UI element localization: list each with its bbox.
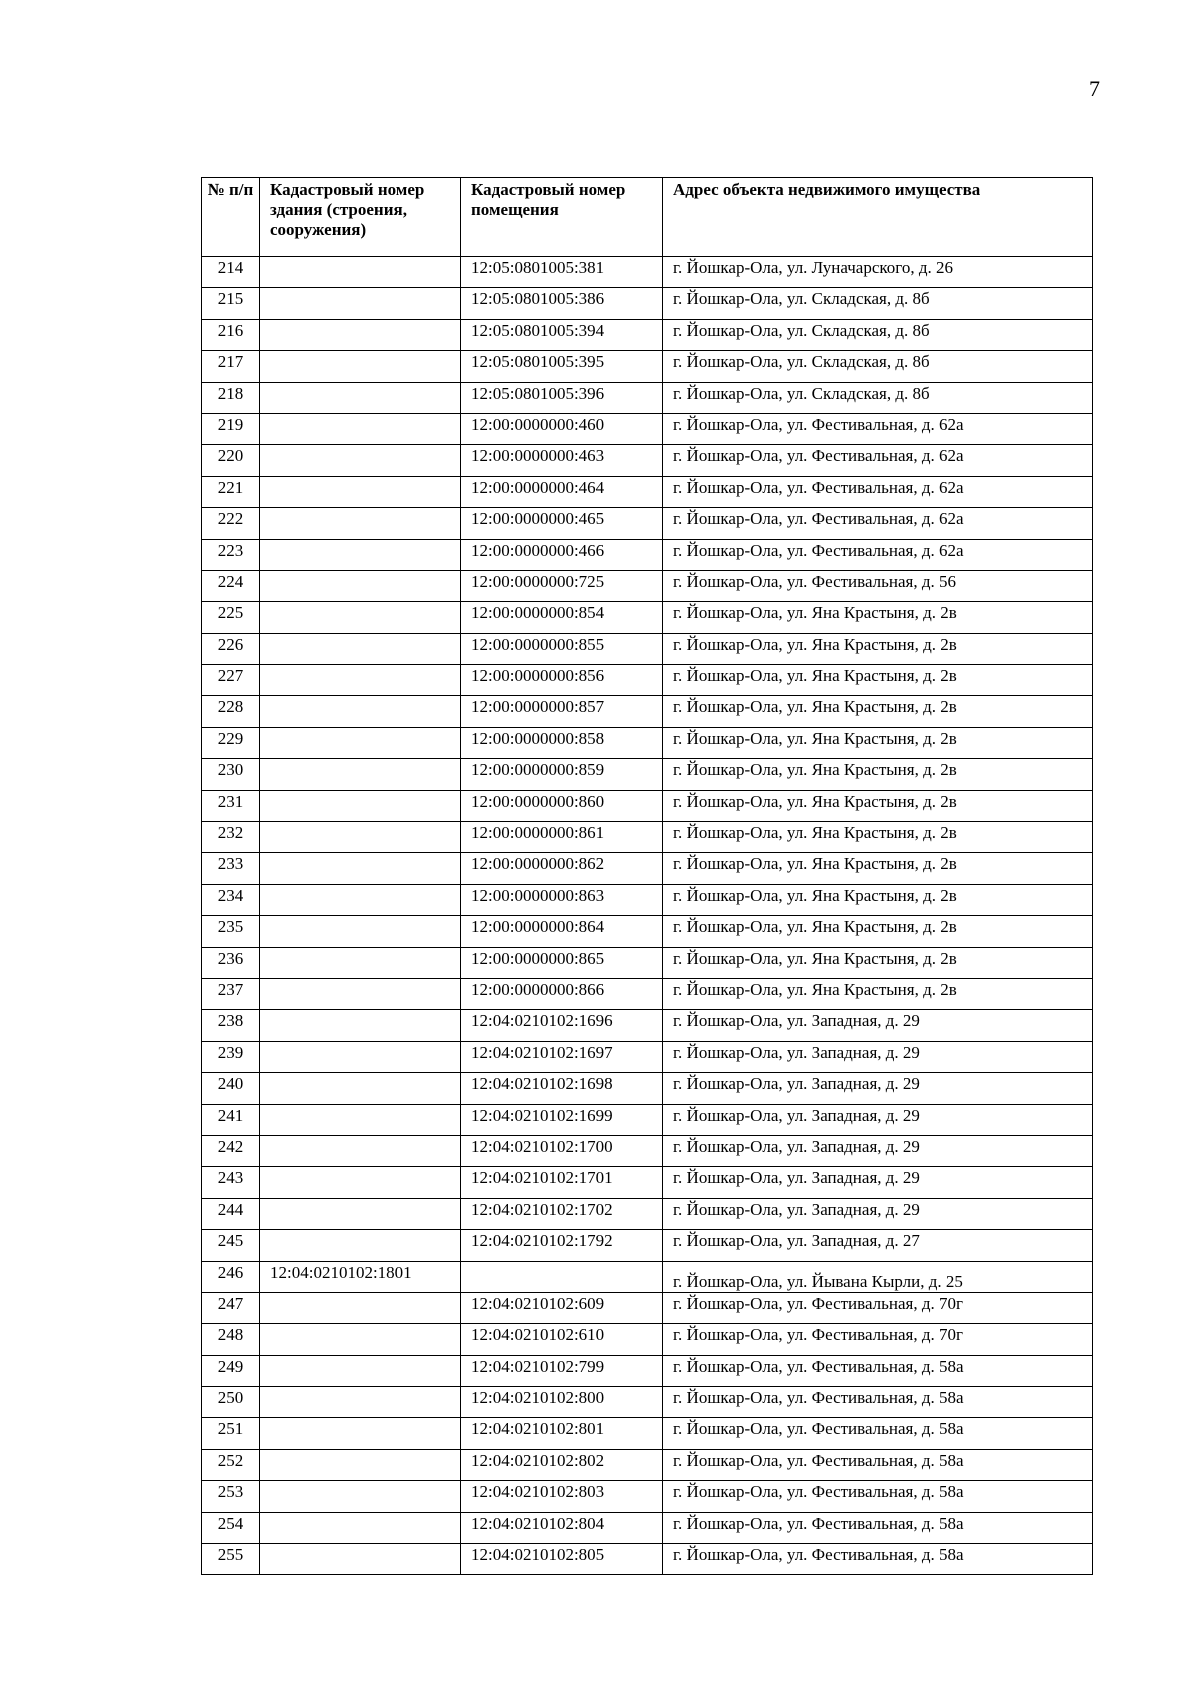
row-number: 240 [202,1073,260,1104]
row-number: 249 [202,1355,260,1386]
property-address: г. Йошкар-Ола, ул. Яна Крастыня, д. 2в [663,978,1093,1009]
table-row [202,727,1093,758]
property-address: г. Йошкар-Ола, ул. Яна Крастыня, д. 2в [663,759,1093,790]
building-cadastral-number [260,1481,461,1512]
table-row [202,508,1093,539]
row-number: 236 [202,947,260,978]
property-address: г. Йошкар-Ола, ул. Фестивальная, д. 56 [663,570,1093,601]
property-address: г. Йошкар-Ола, ул. Фестивальная, д. 62а [663,413,1093,444]
row-number: 255 [202,1544,260,1575]
row-number: 248 [202,1324,260,1355]
building-cadastral-number [260,822,461,853]
premises-cadastral-number: 12:04:0210102:804 [461,1512,663,1543]
table-row [202,978,1093,1009]
row-number: 229 [202,727,260,758]
row-number: 253 [202,1481,260,1512]
building-cadastral-number [260,1292,461,1323]
premises-cadastral-number: 12:00:0000000:866 [461,978,663,1009]
table-row [202,319,1093,350]
row-number: 227 [202,665,260,696]
row-number: 251 [202,1418,260,1449]
table-row [202,445,1093,476]
premises-cadastral-number: 12:04:0210102:610 [461,1324,663,1355]
premises-cadastral-number: 12:00:0000000:861 [461,822,663,853]
row-number: 220 [202,445,260,476]
row-number: 234 [202,884,260,915]
table-row [202,1292,1093,1323]
building-cadastral-number [260,633,461,664]
building-cadastral-number [260,570,461,601]
premises-cadastral-number: 12:00:0000000:856 [461,665,663,696]
property-address: г. Йошкар-Ола, ул. Западная, д. 29 [663,1010,1093,1041]
row-number: 246 [202,1261,260,1292]
row-number: 223 [202,539,260,570]
premises-cadastral-number: 12:04:0210102:805 [461,1544,663,1575]
table-row [202,539,1093,570]
building-cadastral-number [260,947,461,978]
property-address: г. Йошкар-Ола, ул. Западная, д. 29 [663,1167,1093,1198]
header-row [202,178,1093,257]
row-number: 214 [202,257,260,288]
table-row [202,1073,1093,1104]
premises-cadastral-number: 12:04:0210102:1696 [461,1010,663,1041]
property-address: г. Йошкар-Ола, ул. Фестивальная, д. 58а [663,1387,1093,1418]
row-number: 225 [202,602,260,633]
building-cadastral-number [260,413,461,444]
table-row [202,759,1093,790]
table-row [202,853,1093,884]
premises-cadastral-number: 12:00:0000000:859 [461,759,663,790]
property-address: г. Йошкар-Ола, ул. Яна Крастыня, д. 2в [663,790,1093,821]
building-cadastral-number [260,476,461,507]
property-address: г. Йошкар-Ола, ул. Западная, д. 27 [663,1230,1093,1261]
premises-cadastral-number: 12:00:0000000:865 [461,947,663,978]
row-number: 250 [202,1387,260,1418]
building-cadastral-number [260,696,461,727]
property-address: г. Йошкар-Ола, ул. Фестивальная, д. 62а [663,539,1093,570]
premises-cadastral-number: 12:00:0000000:855 [461,633,663,664]
premises-cadastral-number: 12:04:0210102:799 [461,1355,663,1386]
page-number: 7 [1089,76,1100,101]
table-row [202,602,1093,633]
table-row [202,382,1093,413]
property-address: г. Йошкар-Ола, ул. Фестивальная, д. 58а [663,1449,1093,1480]
header-number: № п/п [202,178,260,257]
building-cadastral-number [260,1104,461,1135]
row-number: 230 [202,759,260,790]
table-row [202,822,1093,853]
row-number: 221 [202,476,260,507]
table-row [202,351,1093,382]
property-registry-table [201,177,1093,1575]
property-address: г. Йошкар-Ола, ул. Складская, д. 8б [663,319,1093,350]
building-cadastral-number [260,508,461,539]
premises-cadastral-number: 12:00:0000000:466 [461,539,663,570]
table-row [202,570,1093,601]
property-address: г. Йошкар-Ола, ул. Яна Крастыня, д. 2в [663,884,1093,915]
table-body [202,257,1093,1575]
table-row [202,1167,1093,1198]
property-address: г. Йошкар-Ола, ул. Яна Крастыня, д. 2в [663,633,1093,664]
building-cadastral-number [260,1449,461,1480]
premises-cadastral-number: 12:05:0801005:396 [461,382,663,413]
premises-cadastral-number [461,1261,663,1292]
row-number: 216 [202,319,260,350]
premises-cadastral-number: 12:04:0210102:803 [461,1481,663,1512]
property-address: г. Йошкар-Ола, ул. Западная, д. 29 [663,1041,1093,1072]
premises-cadastral-number: 12:05:0801005:381 [461,257,663,288]
row-number: 237 [202,978,260,1009]
table-row [202,1324,1093,1355]
row-number: 217 [202,351,260,382]
building-cadastral-number [260,978,461,1009]
table-row [202,413,1093,444]
building-cadastral-number [260,539,461,570]
building-cadastral-number [260,916,461,947]
table-row [202,1418,1093,1449]
property-address: г. Йошкар-Ола, ул. Фестивальная, д. 58а [663,1418,1093,1449]
building-cadastral-number [260,351,461,382]
premises-cadastral-number: 12:00:0000000:862 [461,853,663,884]
table-row [202,1387,1093,1418]
property-address: г. Йошкар-Ола, ул. Западная, д. 29 [663,1073,1093,1104]
building-cadastral-number [260,1135,461,1166]
premises-cadastral-number: 12:04:0210102:1701 [461,1167,663,1198]
building-cadastral-number [260,1544,461,1575]
premises-cadastral-number: 12:00:0000000:854 [461,602,663,633]
property-address: г. Йошкар-Ола, ул. Яна Крастыня, д. 2в [663,602,1093,633]
property-address: г. Йошкар-Ола, ул. Фестивальная, д. 58а [663,1544,1093,1575]
property-address: г. Йошкар-Ола, ул. Яна Крастыня, д. 2в [663,727,1093,758]
table-row [202,1041,1093,1072]
table-row [202,633,1093,664]
building-cadastral-number [260,1418,461,1449]
table-row [202,257,1093,288]
table-row [202,884,1093,915]
premises-cadastral-number: 12:00:0000000:857 [461,696,663,727]
building-cadastral-number [260,257,461,288]
property-address: г. Йошкар-Ола, ул. Складская, д. 8б [663,382,1093,413]
property-address: г. Йошкар-Ола, ул. Фестивальная, д. 62а [663,476,1093,507]
header-building-cadastral: Кадастровый номер здания (строения, сооружения) [260,178,461,257]
premises-cadastral-number: 12:04:0210102:1700 [461,1135,663,1166]
property-address: г. Йошкар-Ола, ул. Западная, д. 29 [663,1198,1093,1229]
row-number: 247 [202,1292,260,1323]
premises-cadastral-number: 12:05:0801005:394 [461,319,663,350]
row-number: 219 [202,413,260,444]
row-number: 244 [202,1198,260,1229]
premises-cadastral-number: 12:04:0210102:609 [461,1292,663,1323]
premises-cadastral-number: 12:05:0801005:395 [461,351,663,382]
premises-cadastral-number: 12:00:0000000:860 [461,790,663,821]
table-row [202,1198,1093,1229]
row-number: 231 [202,790,260,821]
property-address: г. Йошкар-Ола, ул. Яна Крастыня, д. 2в [663,696,1093,727]
row-number: 232 [202,822,260,853]
premises-cadastral-number: 12:04:0210102:1792 [461,1230,663,1261]
building-cadastral-number [260,1324,461,1355]
property-address: г. Йошкар-Ола, ул. Складская, д. 8б [663,351,1093,382]
property-address: г. Йошкар-Ола, ул. Яна Крастыня, д. 2в [663,916,1093,947]
row-number: 233 [202,853,260,884]
row-number: 254 [202,1512,260,1543]
property-address: г. Йошкар-Ола, ул. Фестивальная, д. 70г [663,1292,1093,1323]
building-cadastral-number [260,1387,461,1418]
table-row [202,1010,1093,1041]
property-address: г. Йошкар-Ола, ул. Складская, д. 8б [663,288,1093,319]
row-number: 242 [202,1135,260,1166]
table-row [202,1449,1093,1480]
building-cadastral-number [260,1230,461,1261]
building-cadastral-number [260,884,461,915]
premises-cadastral-number: 12:04:0210102:801 [461,1418,663,1449]
row-number: 222 [202,508,260,539]
building-cadastral-number [260,1355,461,1386]
table-row [202,1481,1093,1512]
building-cadastral-number [260,1512,461,1543]
building-cadastral-number [260,1010,461,1041]
building-cadastral-number [260,665,461,696]
property-address: г. Йошкар-Ола, ул. Яна Крастыня, д. 2в [663,822,1093,853]
premises-cadastral-number: 12:00:0000000:464 [461,476,663,507]
property-address: г. Йошкар-Ола, ул. Фестивальная, д. 58а [663,1355,1093,1386]
table-header [202,178,1093,257]
table-row [202,1261,1093,1292]
building-cadastral-number [260,602,461,633]
table-row [202,1230,1093,1261]
row-number: 228 [202,696,260,727]
premises-cadastral-number: 12:00:0000000:460 [461,413,663,444]
property-address: г. Йошкар-Ола, ул. Яна Крастыня, д. 2в [663,665,1093,696]
table-row [202,1544,1093,1575]
building-cadastral-number [260,288,461,319]
building-cadastral-number [260,727,461,758]
building-cadastral-number [260,1073,461,1104]
property-address: г. Йошкар-Ола, ул. Фестивальная, д. 58а [663,1512,1093,1543]
premises-cadastral-number: 12:00:0000000:858 [461,727,663,758]
property-address: г. Йошкар-Ола, ул. Фестивальная, д. 62а [663,508,1093,539]
row-number: 215 [202,288,260,319]
building-cadastral-number [260,1167,461,1198]
row-number: 226 [202,633,260,664]
property-address: г. Йошкар-Ола, ул. Фестивальная, д. 70г [663,1324,1093,1355]
property-address: г. Йошкар-Ола, ул. Фестивальная, д. 62а [663,445,1093,476]
row-number: 239 [202,1041,260,1072]
row-number: 252 [202,1449,260,1480]
premises-cadastral-number: 12:00:0000000:864 [461,916,663,947]
property-address: г. Йошкар-Ола, ул. Западная, д. 29 [663,1135,1093,1166]
premises-cadastral-number: 12:04:0210102:1698 [461,1073,663,1104]
table-row [202,665,1093,696]
premises-cadastral-number: 12:00:0000000:863 [461,884,663,915]
building-cadastral-number [260,790,461,821]
header-premises-cadastral: Кадастровый номер помещения [461,178,663,257]
premises-cadastral-number: 12:04:0210102:1697 [461,1041,663,1072]
premises-cadastral-number: 12:00:0000000:725 [461,570,663,601]
building-cadastral-number [260,759,461,790]
row-number: 245 [202,1230,260,1261]
premises-cadastral-number: 12:00:0000000:463 [461,445,663,476]
header-address: Адрес объекта недвижимого имущества [663,178,1093,257]
row-number: 224 [202,570,260,601]
row-number: 238 [202,1010,260,1041]
property-address: г. Йошкар-Ола, ул. Западная, д. 29 [663,1104,1093,1135]
table-row [202,1135,1093,1166]
property-address: г. Йошкар-Ола, ул. Фестивальная, д. 58а [663,1481,1093,1512]
property-address: г. Йошкар-Ола, ул. Йывана Кырли, д. 25 [663,1261,1093,1292]
table-row [202,1355,1093,1386]
premises-cadastral-number: 12:05:0801005:386 [461,288,663,319]
row-number: 243 [202,1167,260,1198]
building-cadastral-number [260,382,461,413]
table-row [202,476,1093,507]
building-cadastral-number [260,319,461,350]
table-row [202,288,1093,319]
table-row [202,1512,1093,1543]
table-row [202,1104,1093,1135]
premises-cadastral-number: 12:04:0210102:802 [461,1449,663,1480]
property-address: г. Йошкар-Ола, ул. Яна Крастыня, д. 2в [663,853,1093,884]
premises-cadastral-number: 12:04:0210102:1699 [461,1104,663,1135]
table-row [202,790,1093,821]
property-address: г. Йошкар-Ола, ул. Луначарского, д. 26 [663,257,1093,288]
premises-cadastral-number: 12:04:0210102:1702 [461,1198,663,1229]
row-number: 235 [202,916,260,947]
row-number: 241 [202,1104,260,1135]
building-cadastral-number [260,853,461,884]
table-row [202,916,1093,947]
property-address: г. Йошкар-Ола, ул. Яна Крастыня, д. 2в [663,947,1093,978]
building-cadastral-number: 12:04:0210102:1801 [260,1261,461,1292]
building-cadastral-number [260,1041,461,1072]
premises-cadastral-number: 12:00:0000000:465 [461,508,663,539]
premises-cadastral-number: 12:04:0210102:800 [461,1387,663,1418]
row-number: 218 [202,382,260,413]
table-row [202,947,1093,978]
building-cadastral-number [260,1198,461,1229]
table-row [202,696,1093,727]
building-cadastral-number [260,445,461,476]
